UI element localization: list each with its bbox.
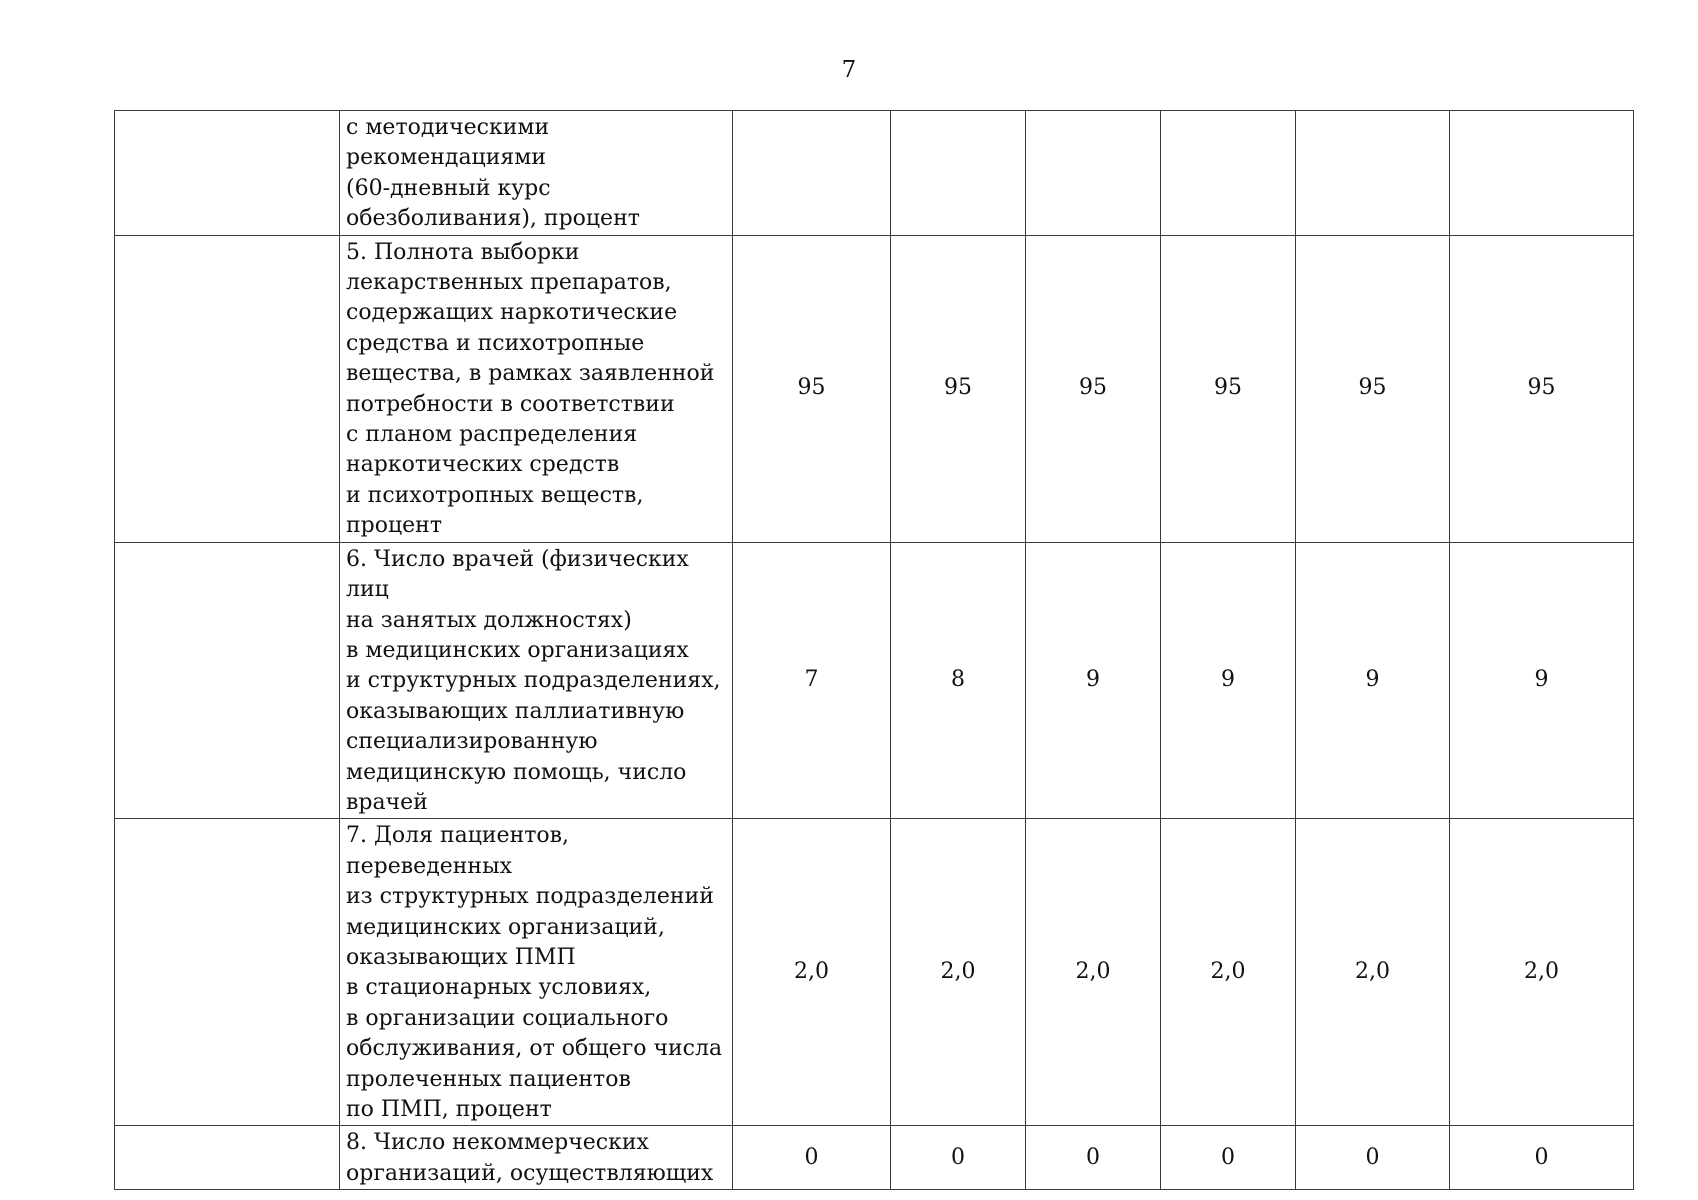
- table-row: [115, 1126, 1634, 1190]
- empty-cell: [115, 819, 340, 1126]
- value-cell: 9: [1296, 542, 1450, 819]
- value-cell: 95: [1296, 235, 1450, 542]
- indicator-cell: 7. Доля пациентов, переведенных из структурных подразделений медицинских организаций, оказывающих ПМП в стационарных условиях, в организации социального обслуживания, от общего числа пролеченных пациентов по ПМП, процент: [340, 819, 733, 1126]
- value-cell: 2,0: [1296, 819, 1450, 1126]
- value-cell: 95: [1161, 235, 1296, 542]
- value-cell: 9: [1026, 542, 1161, 819]
- value-cell: 95: [1026, 235, 1161, 542]
- indicator-cell: 6. Число врачей (физических лиц на занятых должностях) в медицинских организациях и структурных подразделениях, оказывающих паллиативную специализированную медицинскую помощь, число врачей: [340, 542, 733, 819]
- empty-cell: [115, 111, 340, 236]
- empty-cell: [115, 542, 340, 819]
- value-cell: 2,0: [1161, 819, 1296, 1126]
- table-row: [115, 819, 1634, 1126]
- empty-cell: [115, 235, 340, 542]
- value-cell: 2,0: [733, 819, 891, 1126]
- value-cell: 2,0: [1026, 819, 1161, 1126]
- value-cell: 0: [1161, 1126, 1296, 1190]
- value-cell: 7: [733, 542, 891, 819]
- value-cell: [733, 111, 891, 236]
- value-cell: 0: [1296, 1126, 1450, 1190]
- value-cell: [1450, 111, 1634, 236]
- value-cell: 9: [1450, 542, 1634, 819]
- value-cell: [1026, 111, 1161, 236]
- value-cell: 0: [1450, 1126, 1634, 1190]
- value-cell: 2,0: [1450, 819, 1634, 1126]
- table-row: [115, 235, 1634, 542]
- value-cell: 95: [733, 235, 891, 542]
- value-cell: 0: [1026, 1126, 1161, 1190]
- value-cell: [1161, 111, 1296, 236]
- value-cell: 95: [891, 235, 1026, 542]
- value-cell: 95: [1450, 235, 1634, 542]
- value-cell: 0: [733, 1126, 891, 1190]
- table-row: [115, 542, 1634, 819]
- indicator-cell: с методическими рекомендациями (60-дневный курс обезболивания), процент: [340, 111, 733, 236]
- value-cell: [1296, 111, 1450, 236]
- page-number: 7: [841, 57, 857, 83]
- value-cell: [891, 111, 1026, 236]
- indicator-cell: 5. Полнота выборки лекарственных препаратов, содержащих наркотические средства и психотропные вещества, в рамках заявленной потребности в соответствии с планом распределения наркотических средств и психотропных веществ, процент: [340, 235, 733, 542]
- empty-cell: [115, 1126, 340, 1190]
- value-cell: 8: [891, 542, 1026, 819]
- indicators-table: [114, 110, 1634, 1190]
- indicator-cell: 8. Число некоммерческих организаций, осуществляющих: [340, 1126, 733, 1190]
- value-cell: 0: [891, 1126, 1026, 1190]
- table-row: [115, 111, 1634, 236]
- value-cell: 2,0: [891, 819, 1026, 1126]
- value-cell: 9: [1161, 542, 1296, 819]
